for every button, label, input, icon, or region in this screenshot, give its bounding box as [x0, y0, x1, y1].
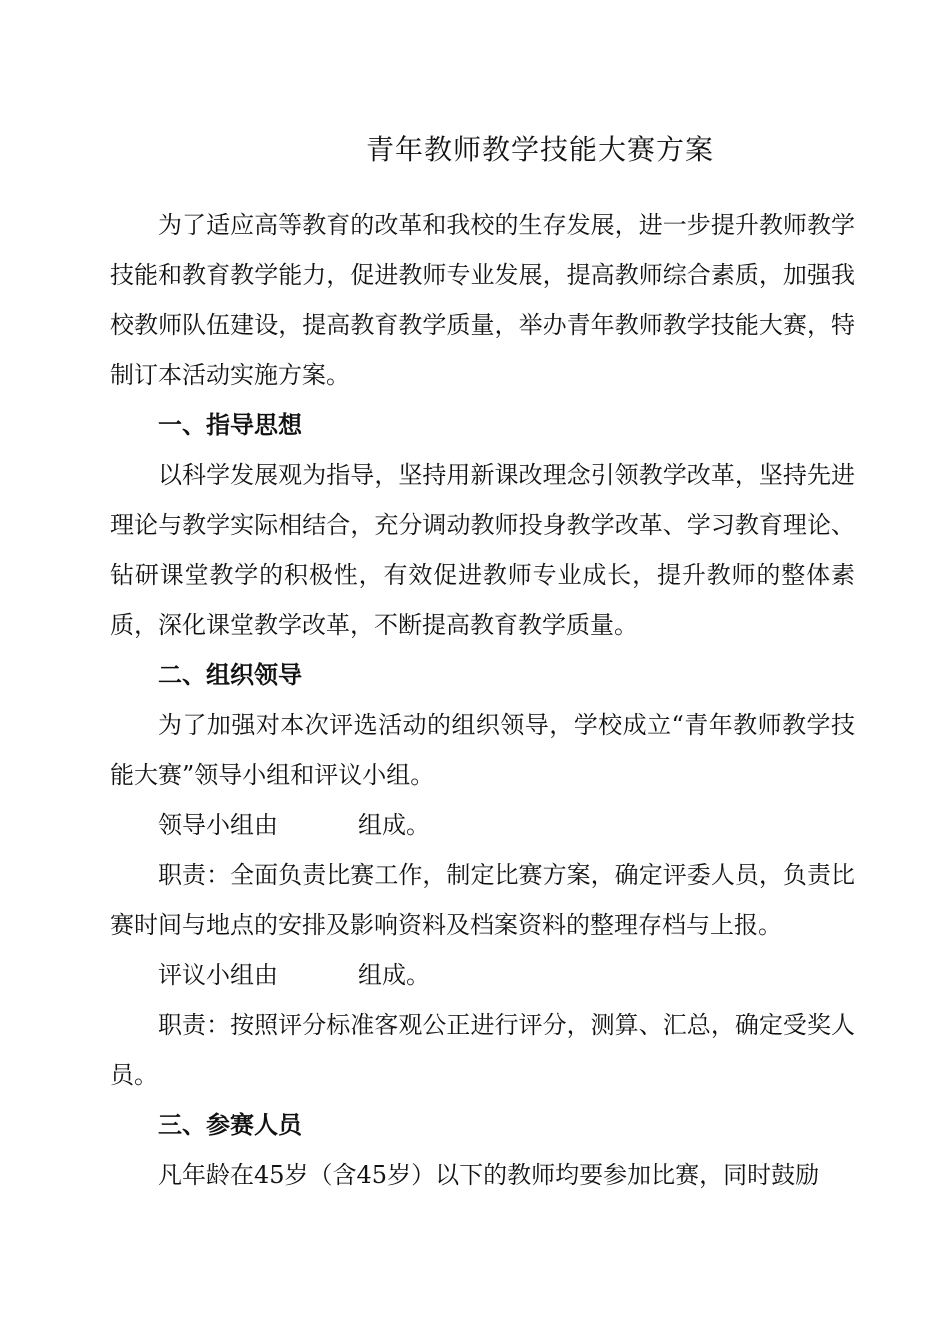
review-duty-paragraph: 职责：按照评分标准客观公正进行评分，测算、汇总，确定受奖人员。 [110, 1011, 855, 1089]
leader-group-suffix: 组成。 [358, 811, 430, 839]
guiding-ideology-paragraph: 以科学发展观为指导，坚持用新课改理念引领教学改革，坚持先进理论与教学实际相结合，充分调动教师投身教学改革、学习教育理论、钻研课堂教学的积极性，有效促进教师专业成长，提升教师的整体素质，深化课堂教学改革，不断提高教育教学质量。 [110, 461, 855, 639]
section-heading-organization: 二、组织领导 [158, 660, 302, 689]
review-group-suffix: 组成。 [358, 961, 430, 989]
document-body [110, 200, 855, 1200]
organization-paragraph: 为了加强对本次评选活动的组织领导，学校成立“青年教师教学技能大赛”领导小组和评议小组。 [110, 711, 855, 789]
leader-group-line [110, 800, 855, 850]
section-heading-participants: 三、参赛人员 [158, 1110, 302, 1139]
review-group-prefix: 评议小组由 [158, 961, 278, 989]
review-group-line [110, 950, 855, 1000]
participants-paragraph: 凡年龄在45岁（含45岁）以下的教师均要参加比赛，同时鼓励 [158, 1161, 820, 1189]
intro-paragraph: 为了适应高等教育的改革和我校的生存发展，进一步提升教师教学技能和教育教学能力，促进教师专业发展，提高教师综合素质，加强我校教师队伍建设，提高教育教学质量，举办青年教师教学技能大赛，特制订本活动实施方案。 [110, 211, 855, 389]
leader-duty-paragraph: 职责：全面负责比赛工作，制定比赛方案，确定评委人员，负责比赛时间与地点的安排及影响资料及档案资料的整理存档与上报。 [110, 861, 855, 939]
document-title: 青年教师教学技能大赛方案 [365, 133, 714, 166]
section-heading-guiding-ideology: 一、指导思想 [158, 410, 302, 439]
leader-group-prefix: 领导小组由 [158, 811, 278, 839]
